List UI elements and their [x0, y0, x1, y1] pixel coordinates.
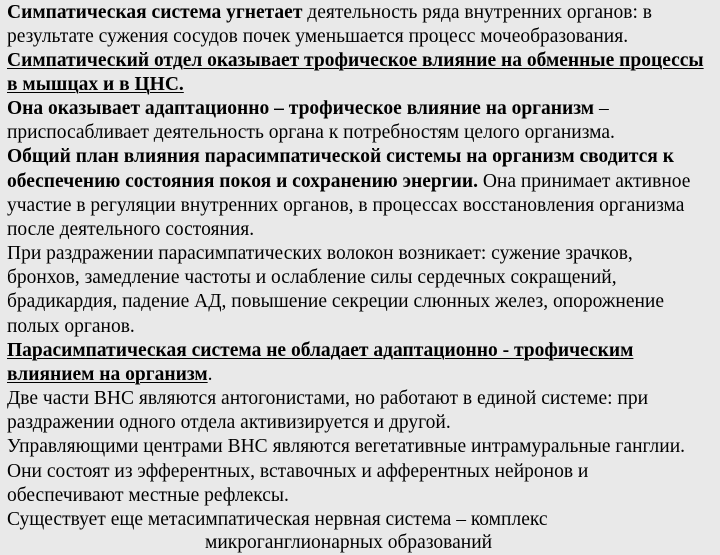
plain-text: деятельность ряда внутренних органов: в — [302, 2, 652, 23]
text-line — [7, 339, 633, 363]
plain-text: брадикардия, падение АД, повышение секреции слюнных желез, опорожнение — [7, 291, 665, 312]
emphasis-underlined-text: влиянием на организм — [7, 364, 208, 385]
bold-text: обеспечению состояния покоя и сохранению энергии. — [7, 171, 478, 192]
plain-text: Две части ВНС являются антогонистами, но работают в единой системе: при — [7, 388, 649, 409]
text-line — [7, 435, 685, 459]
plain-text: – — [594, 98, 609, 119]
plain-text: Они состоят из эфферентных, вставочных и афферентных нейронов и — [7, 461, 589, 482]
text-line — [7, 411, 451, 435]
plain-text: бронхов, замедление частоты и ослабление силы сердечных сокращений, — [7, 267, 617, 288]
plain-text: Существует еще метасимпатическая нервная система – комплекс — [7, 509, 548, 530]
text-line — [7, 194, 684, 218]
plain-text: после деятельного состояния. — [7, 219, 255, 240]
text-line — [7, 242, 633, 266]
text-line — [7, 121, 615, 145]
cut-off-line — [0, 527, 720, 553]
plain-text: приспосабливает деятельность органа к потребностям целого организма. — [7, 122, 615, 143]
text-line — [7, 460, 588, 484]
plain-text: . — [207, 364, 213, 385]
text-line — [7, 218, 254, 242]
text-line — [7, 1, 652, 25]
bold-text: Она оказывает адаптационно – трофическое влияние на организм — [7, 98, 595, 119]
text-line — [7, 290, 664, 314]
plain-text: При раздражении парасимпатических волокон возникает: сужение зрачков, — [7, 243, 633, 264]
plain-text: обеспечивают местные рефлексы. — [7, 485, 289, 506]
emphasis-underlined-text: Парасимпатическая система не обладает адаптационно - трофическим — [7, 340, 634, 361]
cut-off-text: микроганглионарных образований — [205, 532, 493, 553]
text-line — [7, 387, 648, 411]
text-line — [7, 484, 289, 508]
emphasis-underlined-text: Симпатический отдел оказывает трофическое влияние на обменные процессы — [7, 50, 704, 71]
text-line — [7, 266, 617, 290]
plain-text: полых органов. — [7, 316, 135, 337]
plain-text: раздражении одного отдела активизируется и другой. — [7, 412, 451, 433]
plain-text: Она принимает активное — [477, 171, 691, 192]
text-line — [7, 73, 184, 97]
text-line — [7, 363, 213, 387]
bold-text: Общий план влияния парасимпатической системы на организм сводится к — [7, 146, 674, 167]
text-line — [7, 170, 690, 194]
plain-text: Управляющими центрами ВНС являются вегетативные интрамуральные ганглии. — [7, 436, 686, 457]
bold-text: Симпатическая система угнетает — [7, 2, 303, 23]
emphasis-underlined-text: в мышцах и в ЦНС. — [7, 74, 184, 95]
plain-text: участие в регуляции внутренних органов, в процессах восстановления организма — [7, 195, 685, 216]
text-line — [7, 25, 628, 49]
text-line — [7, 97, 609, 121]
text-line — [7, 49, 704, 73]
text-line — [7, 315, 135, 339]
plain-text: результате сужения сосудов почек уменьшается процесс мочеобразования. — [7, 26, 629, 47]
text-line — [7, 145, 674, 169]
